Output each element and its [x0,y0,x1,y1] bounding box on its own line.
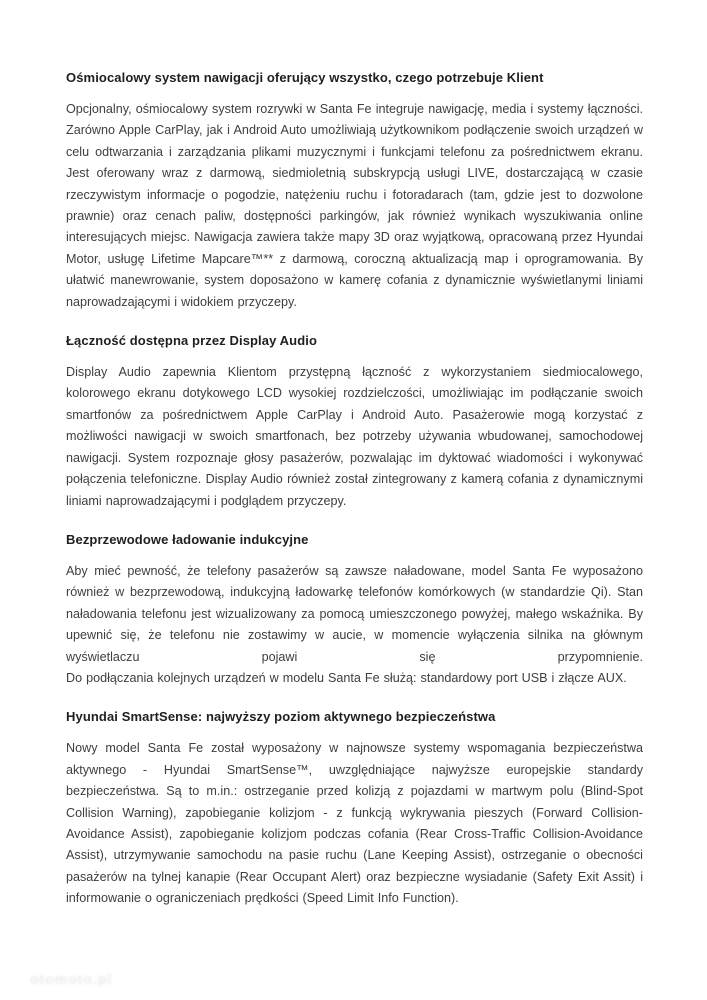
stretched-word: wyświetlaczu [66,649,140,664]
paragraph-wireless-charging-stretched-line [66,647,643,668]
stretched-word: się [419,649,436,664]
document-content [66,70,643,928]
heading-display-audio: Łączność dostępna przez Display Audio [66,333,317,349]
paragraph-wireless-charging [66,561,643,689]
stretched-word: pojawi [261,649,298,664]
paragraph-wireless-charging-part1: Aby mieć pewność, że telefony pasażerów są zawsze naładowane, model Santa Fe wyposażono również w bezprzewodową, indukcyjną ładowarkę telefonów komórkowych (w standardzie Qi). Stan naładowania telefonu jest wizualizowany za pomocą umieszczonego powyżej, małego wskaźnika. By upewnić się, że telefonu nie zostawimy w aucie, w momencie wyłączenia silnika na głównym [66,563,643,643]
paragraph-smartsense: Nowy model Santa Fe został wyposażony w najnowsze systemy wspomagania bezpieczeństwa aktywnego - Hyundai SmartSense™, uwzględniające najwyższe europejskie standardy bezpieczeństwa. Są to m.in.: ostrzeganie przed kolizją z pojazdami w martwym polu (Blind-Spot Collision Warning), zapobieganie kolizjom - z funkcją wykrywania pieszych (Forward Collision-Avoidance Assist), zapobieganie kolizjom podczas cofania (Rear Cross-Traffic Collision-Avoidance Assist), utrzymywanie samochodu na pasie ruchu (Lane Keeping Assist), ostrzeganie o obecności pasażerów na tylnej kanapie (Rear Occupant Alert) oraz bezpieczne wysiadanie (Safety Exit Assit) i informowanie o ograniczeniach prędkości (Speed Limit Info Function). [66,741,643,906]
watermark: otomoto.pl [30,971,113,987]
paragraph-navigation-system: Opcjonalny, ośmiocalowy system rozrywki w Santa Fe integruje nawigację, media i systemy łączności. Zarówno Apple CarPlay, jak i Android Auto umożliwiają użytkownikom podłączenie swoich urządzeń w celu odtwarzania i zarządzania plikami muzycznymi i funkcjami telefonu za pośrednictwem ekranu. Jest oferowany wraz z darmową, siedmioletnią subskrypcją usługi LIVE, dostarczającą w czasie rzeczywistym informacje o pogodzie, natężeniu ruchu i fotoradarach (tam, gdzie jest to dozwolone prawnie) oraz cenach paliw, dostępności parkingów, jak również wynikach wyszukiwania online interesujących miejsc. Nawigacja zawiera także mapy 3D oraz wyjątkową, opracowaną przez Hyundai Motor, usługę Lifetime Mapcare™** z darmową, coroczną aktualizacją map i oprogramowania. By ułatwić manewrowanie, system doposażono w kamerę cofania z dynamicznie wyświetlanymi liniami naprowadzającymi i widokiem przyczepy. [66,102,643,309]
paragraph-wireless-charging-part2: Do podłączania kolejnych urządzeń w modelu Santa Fe służą: standardowy port USB i złącze AUX. [66,670,627,685]
stretched-word: przypomnienie. [557,649,643,664]
heading-wireless-charging: Bezprzewodowe ładowanie indukcyjne [66,531,309,547]
heading-navigation-system: Ośmiocalowy system nawigacji oferujący wszystko, czego potrzebuje Klient [66,70,544,85]
heading-smartsense: Hyundai SmartSense: najwyższy poziom aktywnego bezpieczeństwa [66,709,496,725]
paragraph-display-audio: Display Audio zapewnia Klientom przystępną łączność z wykorzystaniem siedmiocalowego, kolorowego ekranu dotykowego LCD wysokiej rozdzielczości, umożliwiając im podłączanie swoich smartfonów za pośrednictwem Apple CarPlay i Android Auto. Pasażerowie mogą korzystać z możliwości nawigacji w swoich smartfonach, bez potrzeby używania wbudowanej, samochodowej nawigacji. System rozpoznaje głosy pasażerów, pozwalając im dyktować wiadomości i wykonywać połączenia telefoniczne. Display Audio również został zintegrowany z kamerą cofania z dynamicznymi liniami naprowadzającymi i podglądem przyczepy. [66,365,643,508]
